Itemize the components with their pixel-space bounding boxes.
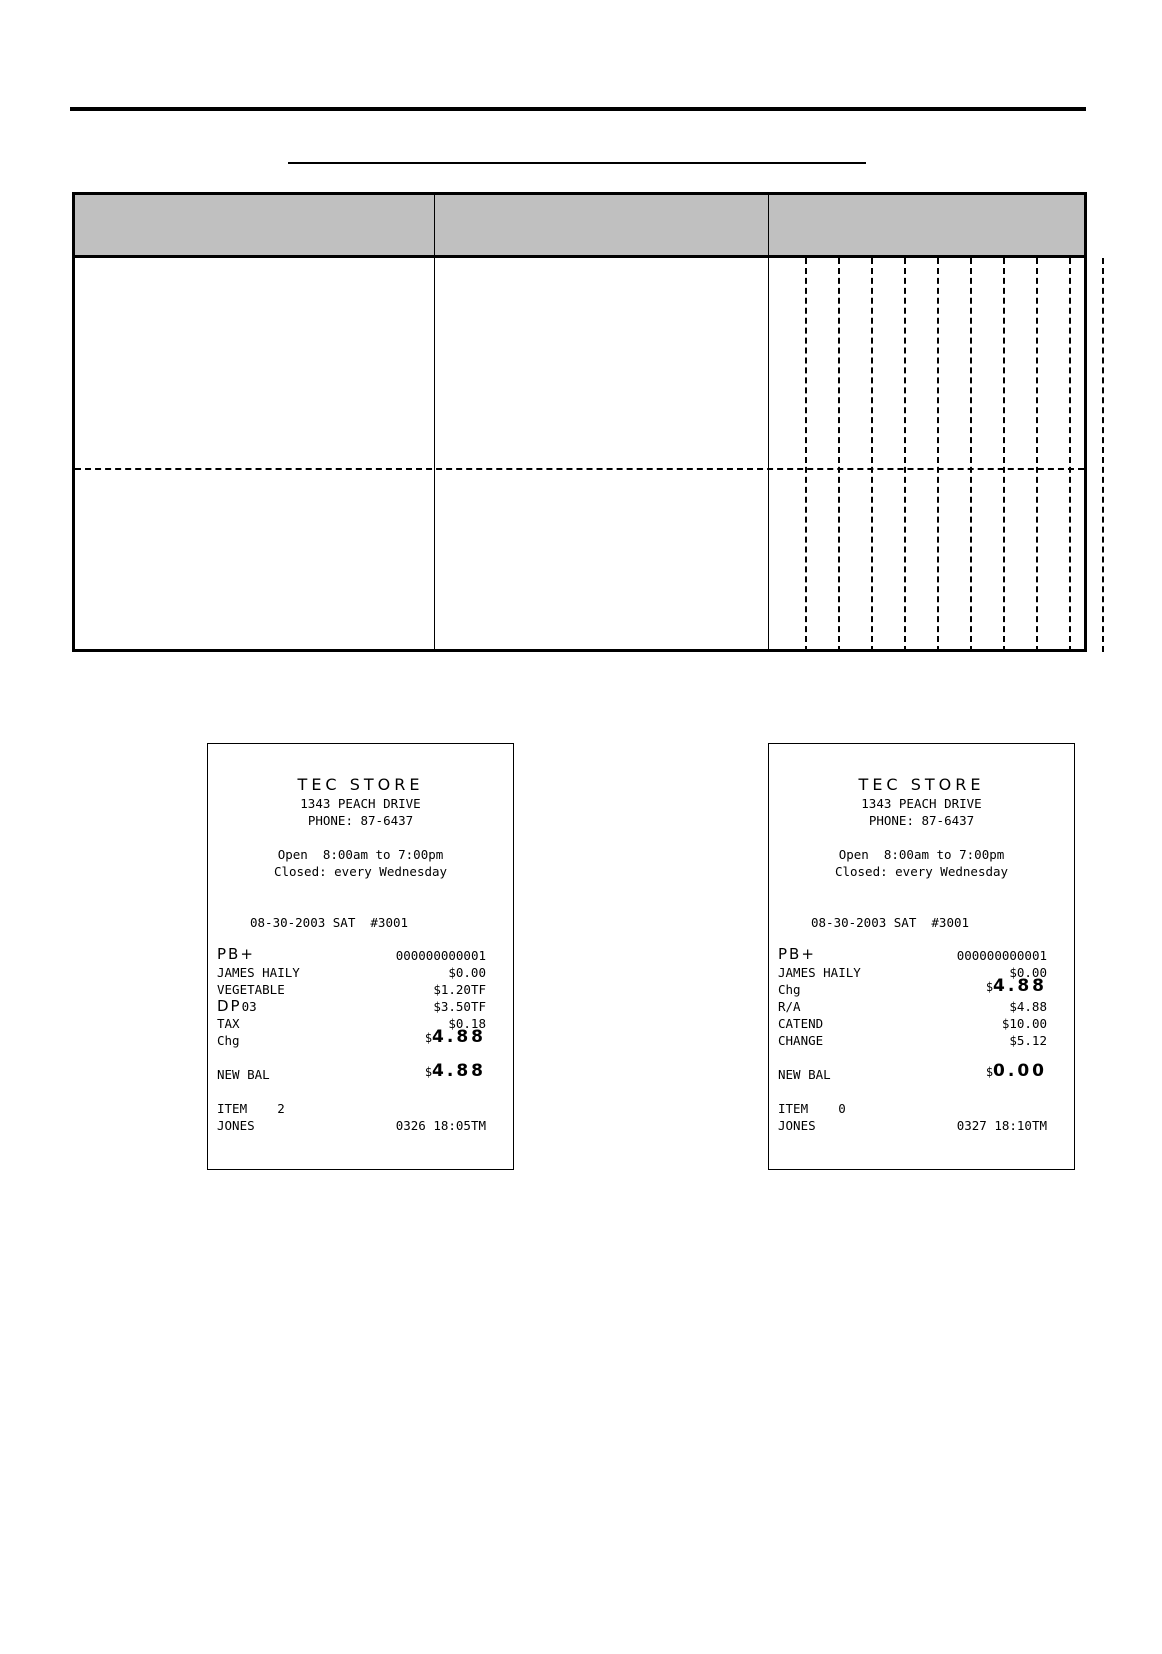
key-column-line (838, 258, 840, 652)
line-label: R/A (778, 999, 801, 1014)
operation-table (72, 192, 1087, 652)
account-number: 000000000001 (395, 948, 486, 963)
charge-value: 4.88 (432, 1027, 486, 1047)
store-name: TEC STORE (297, 775, 424, 794)
key-column-line (904, 258, 906, 652)
key-column-line (1102, 258, 1104, 652)
receipt-left (207, 743, 514, 1170)
column-divider (768, 195, 769, 649)
store-phone: PHONE: 87-6437 (868, 813, 975, 828)
store-closed: Closed: every Wednesday (273, 864, 448, 879)
line-value: $10.00 (1001, 1016, 1047, 1031)
line-label: VEGETABLE (217, 982, 285, 997)
top-rule (70, 107, 1086, 111)
charge-amount (425, 1029, 486, 1047)
new-balance-amount (425, 1063, 486, 1081)
line-label: CHANGE (778, 1033, 824, 1048)
line-value: $5.12 (1009, 1033, 1047, 1048)
line-value: $0.00 (448, 965, 486, 980)
date-line: 08-30-2003 SAT #3001 (250, 915, 409, 930)
line-label: Chg (778, 982, 801, 997)
store-hours: Open 8:00am to 7:00pm (838, 847, 1005, 862)
key-column-line (805, 258, 807, 652)
line-value: $0.18 (448, 1016, 486, 1031)
transaction-tag: PB+ (778, 945, 816, 963)
line-label: Chg (217, 1033, 240, 1048)
store-name: TEC STORE (858, 775, 985, 794)
date-line: 08-30-2003 SAT #3001 (811, 915, 970, 930)
receipt-timestamp: 0326 18:05TM (395, 1118, 486, 1133)
dept-number: 03 (241, 999, 257, 1014)
key-column-line (1036, 258, 1038, 652)
line-value: $1.20TF (433, 982, 486, 997)
new-balance-value: 4.88 (432, 1061, 486, 1081)
title-rule (288, 162, 866, 164)
dept-code: DP (217, 997, 242, 1015)
key-column-line (1003, 258, 1005, 652)
clerk-name: JONES (217, 1118, 255, 1133)
key-column-line (970, 258, 972, 652)
charge-value: 4.88 (993, 976, 1047, 996)
item-count: ITEM 0 (778, 1101, 846, 1116)
account-number: 000000000001 (956, 948, 1047, 963)
new-balance-label: NEW BAL (217, 1067, 270, 1082)
line-value: $0.00 (1009, 965, 1047, 980)
line-label: JAMES HAILY (217, 965, 300, 980)
key-column-line (937, 258, 939, 652)
line-label: TAX (217, 1016, 240, 1031)
charge-amount (986, 978, 1047, 996)
currency-symbol: $ (985, 980, 994, 994)
clerk-name: JONES (778, 1118, 816, 1133)
new-balance-amount (986, 1063, 1047, 1081)
column-divider (434, 195, 435, 649)
receipt-right (768, 743, 1075, 1170)
store-phone: PHONE: 87-6437 (307, 813, 414, 828)
line-label: JAMES HAILY (778, 965, 861, 980)
key-column-line (1069, 258, 1071, 652)
line-value: $3.50TF (433, 999, 486, 1014)
new-balance-value: 0.00 (993, 1061, 1047, 1081)
item-count: ITEM 2 (217, 1101, 285, 1116)
store-address: 1343 PEACH DRIVE (861, 796, 982, 811)
currency-symbol: $ (985, 1065, 994, 1079)
line-label (217, 998, 257, 1015)
line-label: CATEND (778, 1016, 824, 1031)
transaction-tag: PB+ (217, 945, 255, 963)
store-address: 1343 PEACH DRIVE (300, 796, 421, 811)
currency-symbol: $ (424, 1065, 433, 1079)
row-separator (75, 468, 1084, 470)
store-hours: Open 8:00am to 7:00pm (277, 847, 444, 862)
line-value: $4.88 (1009, 999, 1047, 1014)
key-column-line (871, 258, 873, 652)
receipt-timestamp: 0327 18:10TM (956, 1118, 1047, 1133)
table-header-row (75, 195, 1084, 258)
new-balance-label: NEW BAL (778, 1067, 831, 1082)
store-closed: Closed: every Wednesday (834, 864, 1009, 879)
currency-symbol: $ (424, 1031, 433, 1045)
